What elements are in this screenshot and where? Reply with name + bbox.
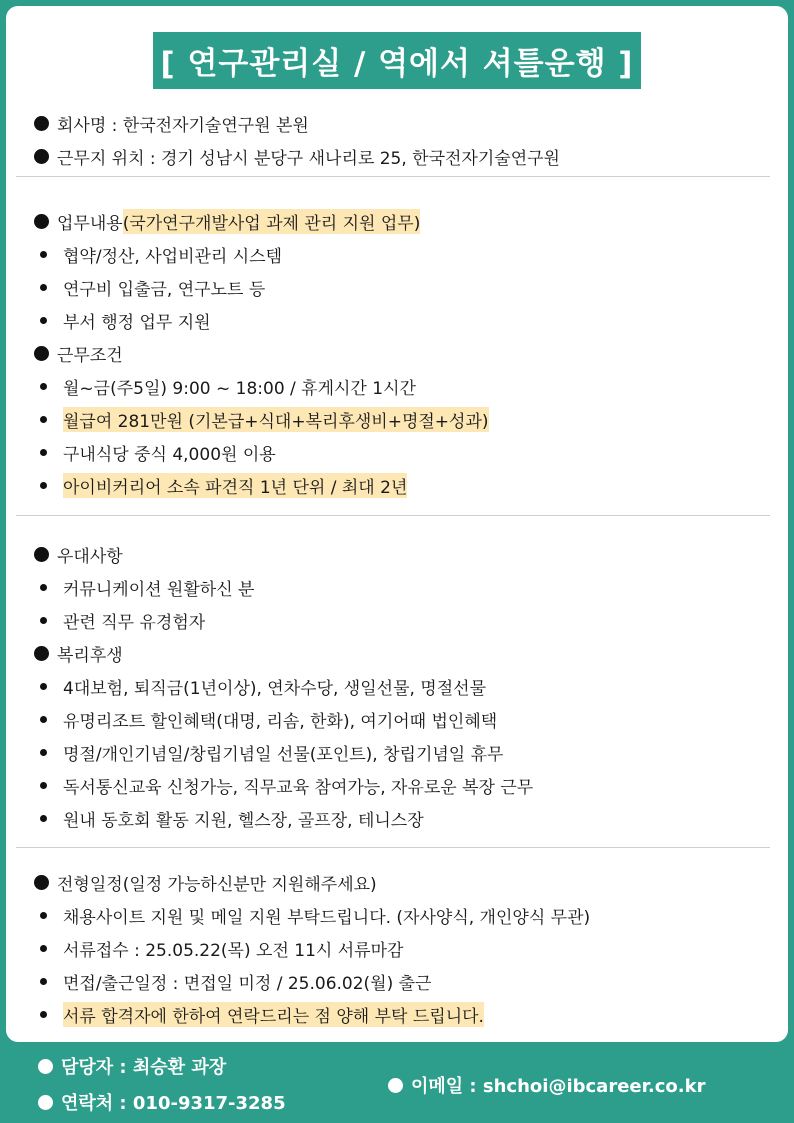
- duty-item: 연구비 입출금, 연구노트 등: [63, 280, 266, 300]
- condition-item: 월~금(주5일) 9:00 ~ 18:00 / 휴게시간 1시간: [63, 379, 416, 399]
- bullet-icon: [40, 416, 47, 423]
- company-location-row: [34, 140, 760, 173]
- condition-item: 구내식당 중식 4,000원 이용: [63, 445, 276, 465]
- bullet-icon: [40, 1011, 47, 1018]
- list-item: [34, 703, 760, 736]
- list-item: [34, 238, 760, 271]
- bullet-icon: [40, 383, 47, 390]
- welfare-head-label: 복리후생: [57, 646, 123, 666]
- list-item: [34, 403, 760, 436]
- bullet-icon: [38, 1059, 53, 1074]
- list-item: [34, 802, 760, 835]
- bullet-icon: [34, 646, 49, 661]
- bullet-icon: [40, 815, 47, 822]
- condition-item-salary: 월급여 281만원 (기본급+식대+복리후생비+명절+성과): [63, 407, 489, 432]
- page-title: [ 연구관리실 / 역에서 셔틀운행 ]: [153, 32, 642, 89]
- bullet-icon: [34, 875, 49, 890]
- bullet-icon: [34, 346, 49, 361]
- bullet-icon: [34, 116, 49, 131]
- schedule-head: [34, 866, 760, 899]
- company-name: 회사명 : 한국전자기술연구원 본원: [57, 116, 309, 136]
- bullet-icon: [34, 214, 49, 229]
- list-item: [34, 998, 760, 1031]
- list-item: [34, 469, 760, 502]
- welfare-item: 4대보험, 퇴직금(1년이상), 연차수당, 생일선물, 명절선물: [63, 679, 486, 699]
- bullet-icon: [34, 547, 49, 562]
- list-item: [34, 604, 760, 637]
- conditions-head-label: 근무조건: [57, 346, 123, 366]
- welfare-item: 원내 동호회 활동 지원, 헬스장, 골프장, 테니스장: [63, 811, 424, 831]
- job-posting-card: [6, 6, 788, 1042]
- divider: [16, 176, 770, 177]
- list-item: [34, 436, 760, 469]
- email-label[interactable]: 이메일 : shchoi@ibcareer.co.kr: [411, 1076, 706, 1097]
- bullet-icon: [40, 749, 47, 756]
- schedule-item: 서류접수 : 25.05.22(목) 오전 11시 서류마감: [63, 941, 404, 961]
- preferred-head: [34, 538, 760, 571]
- phone-contact: [38, 1089, 286, 1115]
- list-item: [34, 932, 760, 965]
- divider: [16, 515, 770, 516]
- company-name-row: [34, 107, 760, 140]
- bullet-icon: [40, 945, 47, 952]
- conditions-head: [34, 337, 760, 370]
- preferred-section: [34, 538, 760, 835]
- duties-section: [34, 205, 760, 502]
- duties-head-prefix: 업무내용: [57, 214, 123, 234]
- preferred-item: 커뮤니케이션 원활하신 분: [63, 580, 255, 600]
- bullet-icon: [388, 1078, 403, 1093]
- company-section: [34, 107, 760, 173]
- bullet-icon: [40, 716, 47, 723]
- list-item: [34, 899, 760, 932]
- bullet-icon: [40, 449, 47, 456]
- list-item: [34, 736, 760, 769]
- list-item: [34, 304, 760, 337]
- bullet-icon: [40, 482, 47, 489]
- bullet-icon: [40, 317, 47, 324]
- bullet-icon: [40, 251, 47, 258]
- divider: [16, 847, 770, 848]
- preferred-head-label: 우대사항: [57, 547, 123, 567]
- bullet-icon: [40, 912, 47, 919]
- bullet-icon: [40, 683, 47, 690]
- bullet-icon: [40, 782, 47, 789]
- list-item: [34, 965, 760, 998]
- list-item: [34, 769, 760, 802]
- phone-label[interactable]: 연락처 : 010-9317-3285: [61, 1093, 286, 1114]
- email-contact: [388, 1072, 705, 1098]
- company-location: 근무지 위치 : 경기 성남시 분당구 새나리로 25, 한국전자기술연구원: [57, 149, 560, 169]
- duty-item: 부서 행정 업무 지원: [63, 313, 211, 333]
- manager-label: 담당자 : 최승환 과장: [61, 1057, 227, 1078]
- condition-item-contract: 아이비커리어 소속 파견직 1년 단위 / 최대 2년: [63, 473, 407, 498]
- duties-head-highlight: (국가연구개발사업 과제 관리 지원 업무): [123, 209, 421, 234]
- duty-item: 협약/정산, 사업비관리 시스템: [63, 247, 283, 267]
- schedule-section: [34, 866, 760, 1031]
- bullet-icon: [40, 978, 47, 985]
- schedule-item-notice: 서류 합격자에 한하여 연락드리는 점 양해 부탁 드립니다.: [63, 1002, 484, 1027]
- list-item: [34, 370, 760, 403]
- welfare-item: 명절/개인기념일/창립기념일 선물(포인트), 창립기념일 휴무: [63, 745, 504, 765]
- list-item: [34, 271, 760, 304]
- welfare-head: [34, 637, 760, 670]
- schedule-item: 면접/출근일정 : 면접일 미정 / 25.06.02(월) 출근: [63, 974, 432, 994]
- list-item: [34, 571, 760, 604]
- bullet-icon: [40, 284, 47, 291]
- preferred-item: 관련 직무 유경험자: [63, 613, 206, 633]
- bullet-icon: [34, 149, 49, 164]
- manager-contact: [38, 1053, 226, 1079]
- welfare-item: 독서통신교육 신청가능, 직무교육 참여가능, 자유로운 복장 근무: [63, 778, 534, 798]
- duties-head: [34, 205, 760, 238]
- bullet-icon: [40, 617, 47, 624]
- bullet-icon: [38, 1095, 53, 1110]
- schedule-item: 채용사이트 지원 및 메일 지원 부탁드립니다. (자사양식, 개인양식 무관): [63, 908, 591, 928]
- title-wrap: [6, 32, 788, 89]
- bullet-icon: [40, 584, 47, 591]
- schedule-head-label: 전형일정(일정 가능하신분만 지원해주세요): [57, 875, 377, 895]
- welfare-item: 유명리조트 할인혜택(대명, 리솜, 한화), 여기어때 법인혜택: [63, 712, 498, 732]
- list-item: [34, 670, 760, 703]
